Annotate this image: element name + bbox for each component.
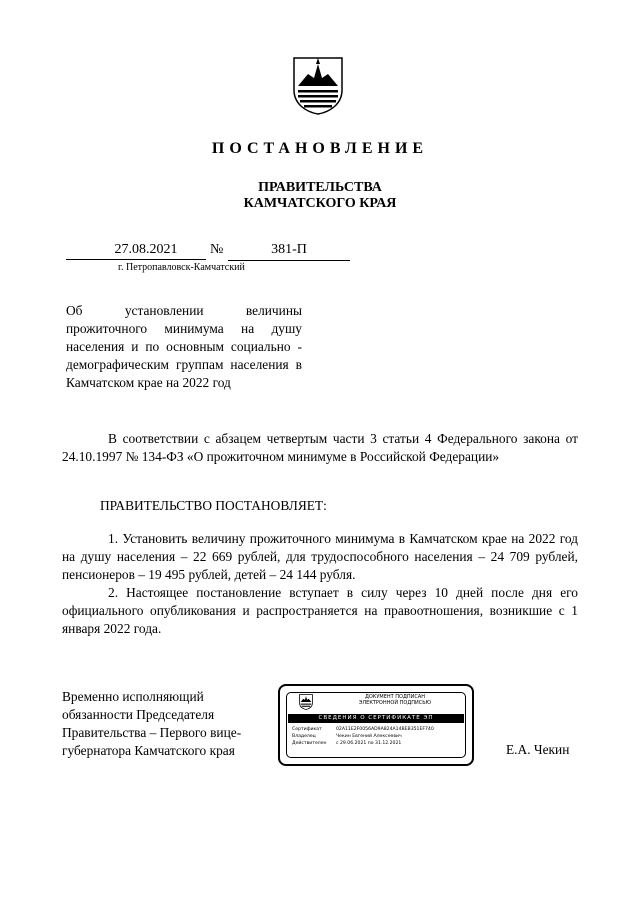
document-subject: Об установлении величины прожиточного минимума на душу населения и по основным социально - демографическим группам населения в Камчатском крае на 2022 год	[66, 303, 302, 390]
item-1-paragraph: 1. Установить величину прожиточного минимума в Камчатском крае на 2022 год на душу населения – 22 669 рублей, для трудоспособного населения – 24 709 рублей, пенсионеров – 19 495 рублей, детей – 24 144 рубля.	[62, 531, 578, 582]
stamp-certificate-row	[292, 727, 434, 733]
preamble-paragraph: В соответствии с абзацем четвертым части 3 статьи 4 Федерального закона от 24.10.1997 № 134-ФЗ «О прожиточном минимуме в Российской Федерации»	[62, 431, 578, 464]
kamchatka-coat-of-arms-icon	[298, 694, 314, 710]
decree-heading: ПРАВИТЕЛЬСТВО ПОСТАНОВЛЯЕТ:	[100, 498, 327, 513]
stamp-certificate-value: 02A11E2F0056AD9A824A14BEB351EF740	[336, 727, 434, 732]
stamp-certificate-label: Сертификат	[292, 727, 322, 732]
signer-position: Временно исполняющий обязанности Председателя Правительства – Первого вице-губернатора Камчатского края	[62, 689, 242, 758]
government-line-2: КАМЧАТСКОГО КРАЯ	[243, 196, 397, 211]
signer-name: Е.А. Чекин	[506, 742, 570, 757]
stamp-heading-line-1: ДОКУМЕНТ ПОДПИСАН	[364, 694, 426, 700]
stamp-heading-line-2: ЭЛЕКТРОННОЙ ПОДПИСЬЮ	[358, 700, 432, 706]
stamp-validity-row	[292, 741, 401, 747]
government-line-1: ПРАВИТЕЛЬСТВА	[258, 180, 382, 195]
item-2-paragraph: 2. Настоящее постановление вступает в силу через 10 дней после дня его официального опубликования и распространяется на правоотношения, возникшие с 1 января 2022 года.	[62, 585, 578, 636]
page-title: ПОСТАНОВЛЕНИЕ	[211, 140, 429, 157]
document-number: 381-П	[228, 242, 350, 261]
document-date: 27.08.2021	[66, 242, 206, 260]
stamp-heading	[330, 694, 460, 706]
stamp-validity-value: с 29.06.2021 по 31.12.2021	[336, 741, 402, 746]
number-sign: №	[210, 242, 224, 257]
e-signature-stamp	[278, 684, 474, 766]
stamp-owner-row	[292, 734, 402, 740]
kamchatka-coat-of-arms-icon	[288, 56, 348, 116]
stamp-certificate-bar: СВЕДЕНИЯ О СЕРТИФИКАТЕ ЭП	[288, 714, 464, 723]
stamp-validity-label: Действителен	[292, 741, 327, 746]
document-city: г. Петропавловск-Камчатский	[118, 262, 245, 273]
stamp-owner-value: Чекин Евгений Алексеевич	[336, 734, 402, 739]
stamp-owner-label: Владелец	[292, 734, 316, 739]
